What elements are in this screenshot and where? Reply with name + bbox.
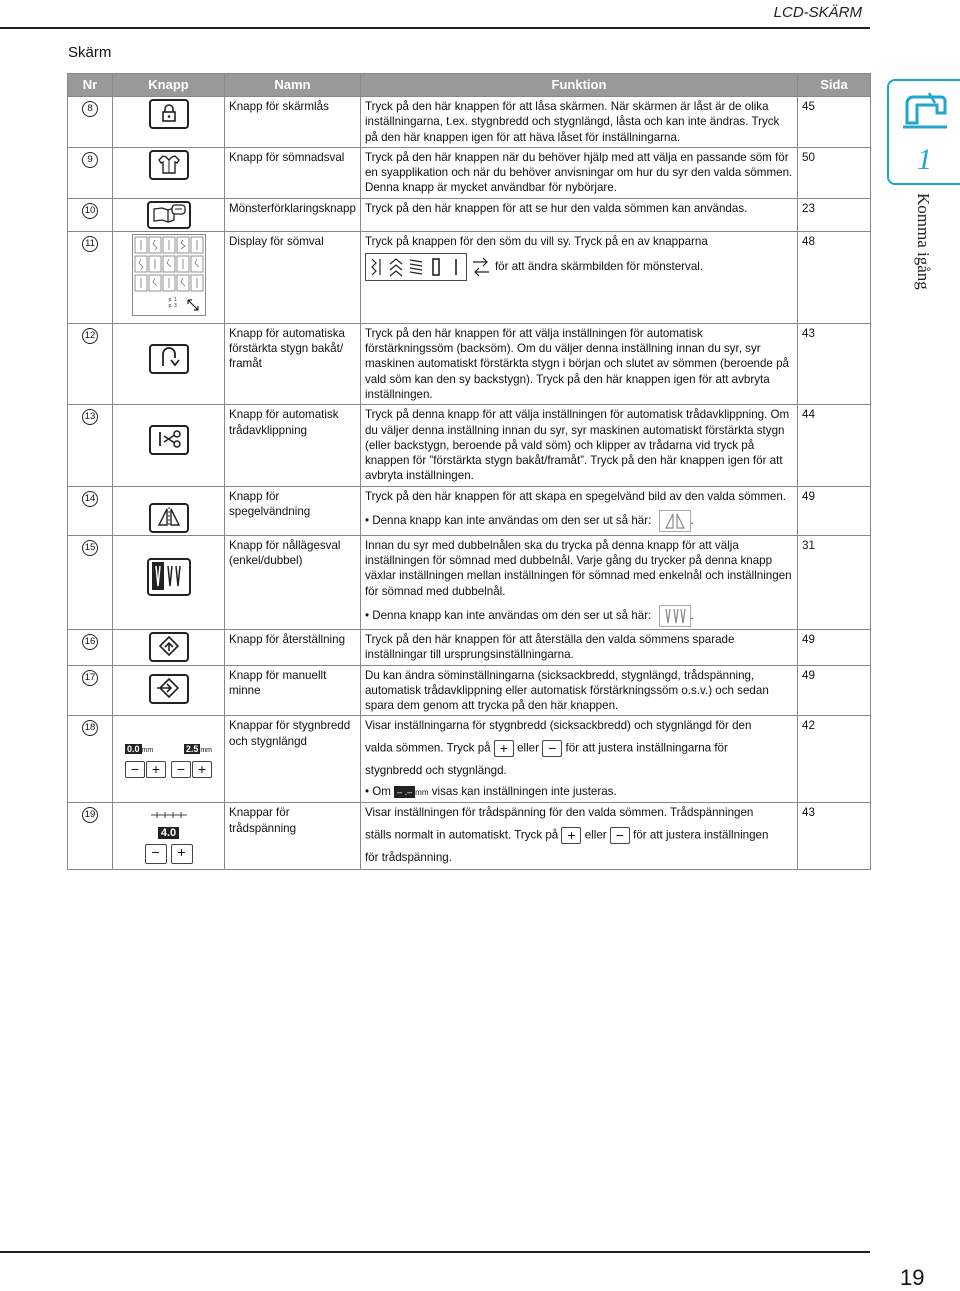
disabled-needle-icon (659, 605, 691, 627)
reverse-stitch-button[interactable] (149, 344, 189, 374)
row-function: Tryck på den här knappen för att se hur den valda sömmen kan användas. (360, 198, 797, 231)
row-number: 18 (82, 720, 98, 736)
lock-button[interactable] (149, 99, 189, 129)
page-arrows-icon[interactable] (471, 255, 491, 279)
lock-icon (153, 101, 185, 125)
page-number: 19 (900, 1265, 925, 1290)
table-row (68, 486, 871, 535)
row-function: Tryck på den här knappen för att välja inställningen för automatisk förstärkningssöm (backsöm). Om du väljer denna inställning innan du syr, syr maskinen automatiskt förstärkta stygn i början och slutet av sömmen (beroende på vald söm kan den sy backstygn). Tryck på den här knappen igen för att avbryta inställningen. (360, 323, 797, 404)
width-plus-button[interactable]: + (146, 761, 166, 778)
straight-stitch-icon (446, 256, 466, 278)
width-unit: mm (141, 747, 154, 755)
row-name: Knapp för återställning (225, 629, 361, 665)
minus-icon: − (610, 827, 630, 844)
reset-icon (153, 634, 185, 658)
table-row (68, 198, 871, 231)
width-minus-button[interactable]: − (125, 761, 145, 778)
row-function-a: valda sömmen. Tryck på (364, 741, 491, 755)
sewing-guide-button[interactable] (149, 150, 189, 180)
chapter-label: Komma igång (914, 193, 933, 290)
decorative-stitch-icon (386, 256, 406, 278)
reset-button[interactable] (149, 632, 189, 662)
needle-icon (150, 560, 188, 592)
width-value: 0.0 (127, 744, 140, 755)
tension-plus-button[interactable]: + (171, 844, 193, 864)
satin-stitch-icon (406, 256, 426, 278)
note-bullet: • Om – .– mm visas kan inställningen inte justeras. (364, 785, 617, 799)
utility-stitch-icon (366, 256, 386, 278)
row-name: Knapp för nållägesval (enkel/dubbel) (225, 535, 361, 629)
row-name: Knapp för skärmlås (225, 97, 361, 148)
arrow-diagonal-icon[interactable] (185, 297, 201, 313)
row-number: 12 (82, 328, 98, 344)
note-text-b: visas kan inställningen inte justeras. (431, 785, 617, 799)
table-row (68, 716, 871, 803)
row-name: Display för sömval (225, 231, 361, 323)
scissors-icon (153, 427, 185, 451)
col-header-knapp: Knapp (113, 74, 225, 97)
length-value: 2.5 (185, 744, 199, 755)
shirt-icon (153, 152, 185, 176)
row-number: 14 (82, 491, 98, 507)
row-function-d: stygnbredd och stygnlängd. (364, 763, 507, 777)
row-page: 45 (798, 97, 871, 148)
table-row (68, 147, 871, 198)
note-text-a: Om (372, 785, 391, 799)
row-name: Knapp för manuellt minne (225, 665, 361, 716)
function-table (67, 73, 871, 870)
reverse-icon (153, 346, 185, 370)
row-function: Tryck på den här knappen för att skapa en spegelvänd bild av den valda sömmen. (364, 489, 787, 503)
length-plus-button[interactable]: + (192, 761, 212, 778)
row-page: 44 (798, 405, 871, 486)
row-function: Tryck på den här knappen för att låsa skärmen. När skärmen är låst är de olika inställningarna, t.ex. stygnbredd och stygnlängd, låsta och kan inte ändras. Tryck på den här knappen igen för att häva låset för inställningarna. (360, 97, 797, 148)
col-header-nr: Nr (68, 74, 113, 97)
row-name: Knapp för spegelvändning (225, 486, 361, 535)
row-number: 11 (82, 236, 98, 252)
length-unit: mm (200, 747, 212, 755)
row-function-continued: för att ändra skärmbilden för mönsterval. (494, 260, 704, 274)
length-minus-button[interactable]: − (171, 761, 191, 778)
row-function-c: för att justera inställningarna för (565, 741, 728, 755)
row-function-c: för att justera inställningen (633, 828, 769, 842)
row-name: Knappar för trådspänning (225, 803, 361, 870)
row-number: 9 (82, 152, 98, 168)
tension-controls (117, 809, 220, 864)
table-row (68, 803, 871, 870)
minus-icon: − (542, 740, 562, 757)
row-page: 49 (798, 486, 871, 535)
plus-icon: + (494, 740, 514, 757)
memory-button[interactable] (149, 674, 189, 704)
col-header-funktion: Funktion (360, 74, 797, 97)
row-name: Knapp för automatisk trådavklippning (225, 405, 361, 486)
row-name: Mönsterförklaringsknapp (225, 198, 361, 231)
buttonhole-icon (426, 256, 446, 278)
row-page: 48 (798, 231, 871, 323)
row-number: 16 (82, 634, 98, 650)
disabled-mirror-icon (659, 510, 691, 532)
row-function: Tryck på den här knappen när du behöver hjälp med att välja en passande söm för en syapplikation och när du behöver anvisningar om hur du syr den valda sömmen. Denna knapp är mycket användbar för nybörjare. (360, 147, 797, 198)
tension-graphic-icon (149, 810, 189, 820)
row-function: Innan du syr med dubbelnålen ska du trycka på denna knapp för att välja inställningen för sömnad med dubbelnål. Varje gång du trycker på denna knapp växlar inställningen mellan inställningen för sömnad med enkelnål och inställningen för sömnad med dubbelnål. (364, 538, 792, 598)
page-indicator-current: p. 1 (168, 296, 177, 303)
width-length-controls (117, 742, 220, 777)
row-page: 31 (798, 535, 871, 629)
row-page: 49 (798, 629, 871, 665)
footer-rule (0, 1251, 870, 1253)
row-page: 50 (798, 147, 871, 198)
category-buttons[interactable] (365, 253, 467, 281)
col-header-namn: Namn (225, 74, 361, 97)
plus-icon: + (561, 827, 581, 844)
chapter-number: 1 (917, 143, 932, 176)
row-page: 43 (798, 803, 871, 870)
table-row (68, 97, 871, 148)
table-row (68, 535, 871, 629)
dashes-display-icon: – .– (394, 786, 415, 798)
table-header-row (68, 74, 871, 97)
row-number: 19 (82, 807, 98, 823)
page-indicator-total: p. 3 (168, 302, 177, 309)
tension-minus-button[interactable]: − (145, 844, 167, 864)
thread-cutter-button[interactable] (149, 425, 189, 455)
row-page: 42 (798, 716, 871, 803)
row-function-a: ställs normalt in automatiskt. Tryck på (364, 828, 559, 842)
row-number: 8 (82, 101, 98, 117)
row-number: 10 (82, 203, 98, 219)
row-number: 17 (82, 670, 98, 686)
stitch-selection-display[interactable] (132, 234, 206, 316)
row-function-b: eller (517, 741, 539, 755)
sewing-machine-icon (901, 89, 951, 135)
table-row (68, 665, 871, 716)
note-text: Denna knapp kan inte användas om den ser ut så här: (372, 514, 652, 528)
pattern-explanation-button[interactable] (147, 201, 191, 229)
book-icon (150, 203, 188, 225)
header-rule (0, 27, 870, 29)
row-name: Knapp för automatiska förstärkta stygn bakåt/ framåt (225, 323, 361, 404)
row-function: Tryck på knappen för den söm du vill sy. Tryck på en av knapparna (364, 234, 708, 248)
row-page: 49 (798, 665, 871, 716)
table-row (68, 405, 871, 486)
note-bullet: • Denna knapp kan inte användas om den ser ut så här: . (365, 605, 793, 627)
note-bullet: • Denna knapp kan inte användas om den ser ut så här: . (365, 510, 793, 532)
row-function-d: för trådspänning. (364, 850, 452, 864)
mirror-button[interactable] (149, 503, 189, 533)
col-header-sida: Sida (798, 74, 871, 97)
row-function: Visar inställningen för trådspänning för den valda sömmen. Trådspänningen (364, 806, 754, 820)
row-function-b: eller (584, 828, 607, 842)
chapter-tab (887, 79, 960, 185)
header-title: LCD-SKÄRM (773, 4, 862, 21)
table-row (68, 231, 871, 323)
row-page: 43 (798, 323, 871, 404)
note-text: Denna knapp kan inte användas om den ser ut så här: (372, 609, 652, 622)
row-function: Tryck på den här knappen för att återställa den valda sömmens sparade inställningar till ursprungsinställningarna. (360, 629, 797, 665)
row-number: 13 (82, 409, 98, 425)
needle-mode-button[interactable] (147, 558, 191, 596)
tension-value: 4.0 (158, 827, 179, 839)
section-title: Skärm (68, 44, 112, 61)
row-function: Tryck på denna knapp för att välja inställningen för automatisk trådavklippning. Om du väljer denna inställning innan du syr, syr maskinen automatiskt förstärkta stygn (eller backstygn, beroende på vald söm) och klipper av trådarna vid tryck på knappen för ”förstärkta stygn bakåt/framåt”. Tryck på den här knappen igen för att avbryta inställningen. (360, 405, 797, 486)
row-number: 15 (82, 540, 98, 556)
row-page: 23 (798, 198, 871, 231)
row-function: Du kan ändra söminställningarna (sicksackbredd, stygnlängd, trådspänning, automatisk trådavklippning eller automatisk förstärkningssöm o.s.v.) och sedan spara dem genom att trycka på den här knappen. (360, 665, 797, 716)
row-name: Knappar för stygnbredd och stygnlängd (225, 716, 361, 803)
table-row (68, 629, 871, 665)
table-row (68, 323, 871, 404)
stitch-grid-icon (133, 235, 205, 295)
row-function: Visar inställningarna för stygnbredd (sicksackbredd) och stygnlängd för den (364, 719, 752, 733)
memory-icon (153, 676, 185, 700)
row-name: Knapp för sömnadsval (225, 147, 361, 198)
mirror-icon (153, 505, 185, 529)
